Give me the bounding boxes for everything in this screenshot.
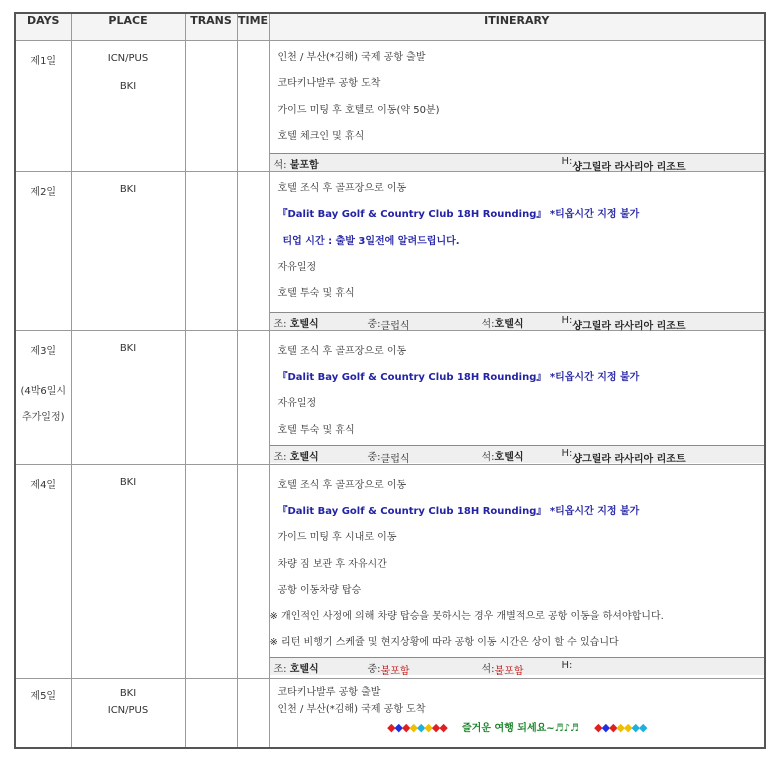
place-item: BKI: [119, 81, 137, 92]
itinerary-line: 호텔 조식 후 골프장으로 이동: [277, 345, 407, 357]
itinerary-line: 자유일정: [277, 262, 317, 274]
time-cell: [237, 41, 269, 172]
itinerary-line: 호텔 투숙 및 휴식: [277, 424, 355, 436]
trans-cell: [185, 172, 237, 330]
place-item: BKI: [119, 476, 137, 488]
itinerary-line: 호텔 투숙 및 휴식: [277, 288, 355, 300]
meal-hotel: H:: [561, 659, 573, 671]
header-row: [15, 13, 765, 41]
day-note: (4박6일시: [20, 385, 67, 397]
trans-cell: [185, 330, 237, 464]
itinerary-cell: [269, 330, 765, 464]
day-row-5: [15, 678, 765, 748]
diamond-decoration-icon: ◆◆◆◆◆◆◆: [594, 720, 647, 734]
itinerary-cell: [269, 464, 765, 678]
day-row-4: [15, 464, 765, 678]
header-time: TIME: [237, 13, 269, 41]
trans-cell: [185, 464, 237, 678]
place-item: BKI: [119, 687, 137, 699]
itinerary-line: 인천 / 부산(*김해) 국제 공항 출발: [277, 52, 426, 63]
itinerary-line: 자유일정: [277, 398, 317, 410]
itinerary-line: 코타키나발루 공항 도착: [277, 78, 381, 90]
time-cell: [237, 464, 269, 678]
notice-line: ※ 리턴 비행기 스케쥴 및 현지상황에 따라 공항 이동 시간은 상이 할 수 있습니다: [269, 637, 619, 649]
meal-dinner: 석:호텔식: [481, 318, 524, 330]
place-item: BKI: [119, 342, 137, 354]
itinerary-line: 차량 짐 보관 후 자유시간: [277, 558, 387, 570]
day-cell: [15, 464, 71, 678]
day-row-1: [15, 41, 765, 172]
notice-line: ※ 개인적인 사정에 의해 차량 탑승을 못하시는 경우 개별적으로 공항 이동을 하셔야합니다.: [269, 611, 664, 623]
header-place: PLACE: [71, 13, 185, 41]
meals-bar: [270, 445, 765, 463]
place-cell: [71, 464, 185, 678]
trans-cell: [185, 678, 237, 748]
meal-hotel: H: 샹그릴라 라사리아 리조트: [561, 314, 686, 332]
day-cell: [15, 678, 71, 748]
meal-breakfast: 조: 호텔식: [273, 451, 319, 463]
place-cell: [71, 41, 185, 172]
meal-breakfast: 조: 호텔식: [273, 663, 319, 675]
time-cell: [237, 330, 269, 464]
itinerary-line: 호텔 조식 후 골프장으로 이동: [277, 479, 407, 491]
day-label: 제5일: [30, 690, 57, 702]
day-label: 제3일: [30, 345, 57, 357]
meal-breakfast: 조: 호텔식: [273, 318, 319, 330]
meals-bar: [270, 153, 765, 174]
farewell-banner: [270, 718, 765, 739]
golf-rounding-line: 『Dalit Bay Golf & Country Club 18H Rounding』 *티옵시간 지정 불가: [277, 505, 640, 517]
meal-hotel: H: 샹그릴라 라사리아 리조트: [561, 447, 686, 465]
itinerary-line: 호텔 조식 후 골프장으로 이동: [277, 183, 407, 195]
time-cell: [237, 172, 269, 330]
itinerary-sheet: [14, 12, 766, 749]
itinerary-line: 코타키나발루 공항 출발: [277, 686, 381, 698]
day-row-3: [15, 330, 765, 464]
meals-bar: [270, 657, 765, 675]
day-label: 제2일: [30, 187, 57, 199]
trans-cell: [185, 41, 237, 172]
place-item: BKI: [119, 184, 137, 196]
header-itinerary: ITINERARY: [269, 13, 765, 41]
day-cell: [15, 172, 71, 330]
header-days: DAYS: [15, 13, 71, 41]
place-item: ICN/PUS: [107, 53, 149, 64]
itinerary-cell: [269, 172, 765, 330]
golf-rounding-line: 『Dalit Bay Golf & Country Club 18H Rounding』 *티옵시간 지정 불가: [277, 209, 640, 221]
farewell-text: 즐거운 여행 되세요~♬♪♬: [462, 722, 579, 734]
meal-dinner: 석: 불포함: [481, 663, 524, 677]
itinerary-cell: [269, 41, 765, 172]
meal-dinner: 석:호텔식: [481, 451, 524, 463]
day-cell: [15, 330, 71, 464]
itinerary-table: [14, 12, 766, 749]
day-label: 제4일: [30, 479, 57, 491]
day-note: 추가일정): [21, 411, 65, 423]
diamond-decoration-icon: ◆◆◆◆◆◆◆◆: [387, 720, 447, 734]
meal-dinner: 석: 불포함: [273, 160, 319, 172]
meal-lunch: 중: 클럽식: [367, 318, 410, 332]
day-row-2: [15, 172, 765, 330]
place-cell: [71, 678, 185, 748]
meal-lunch: 중: 불포함: [367, 663, 410, 677]
time-cell: [237, 678, 269, 748]
itinerary-line: 가이드 미팅 후 시내로 이동: [277, 532, 397, 544]
place-item: ICN/PUS: [107, 704, 149, 716]
teeup-notice: 티업 시간 : 출발 3일전에 알려드립니다.: [282, 235, 460, 247]
place-cell: [71, 172, 185, 330]
place-cell: [71, 330, 185, 464]
itinerary-line: 가이드 미팅 후 호텔로 이동(약 50분): [277, 104, 440, 116]
itinerary-line: 호텔 체크인 및 휴식: [277, 130, 365, 142]
meal-lunch: 중: 클럽식: [367, 451, 410, 465]
day-cell: [15, 41, 71, 172]
golf-rounding-line: 『Dalit Bay Golf & Country Club 18H Rounding』 *티옵시간 지정 불가: [277, 371, 640, 383]
itinerary-line: 공항 이동차량 탑승: [277, 584, 362, 596]
itinerary-line: 인천 / 부산(*김해) 국제 공항 도착: [277, 703, 426, 715]
day-label: 제1일: [30, 56, 57, 67]
meals-bar: [270, 312, 765, 330]
header-trans: TRANS: [185, 13, 237, 41]
meal-hotel: H: 샹그릴라 라사리아 리조트: [561, 156, 686, 174]
itinerary-cell: [269, 678, 765, 748]
